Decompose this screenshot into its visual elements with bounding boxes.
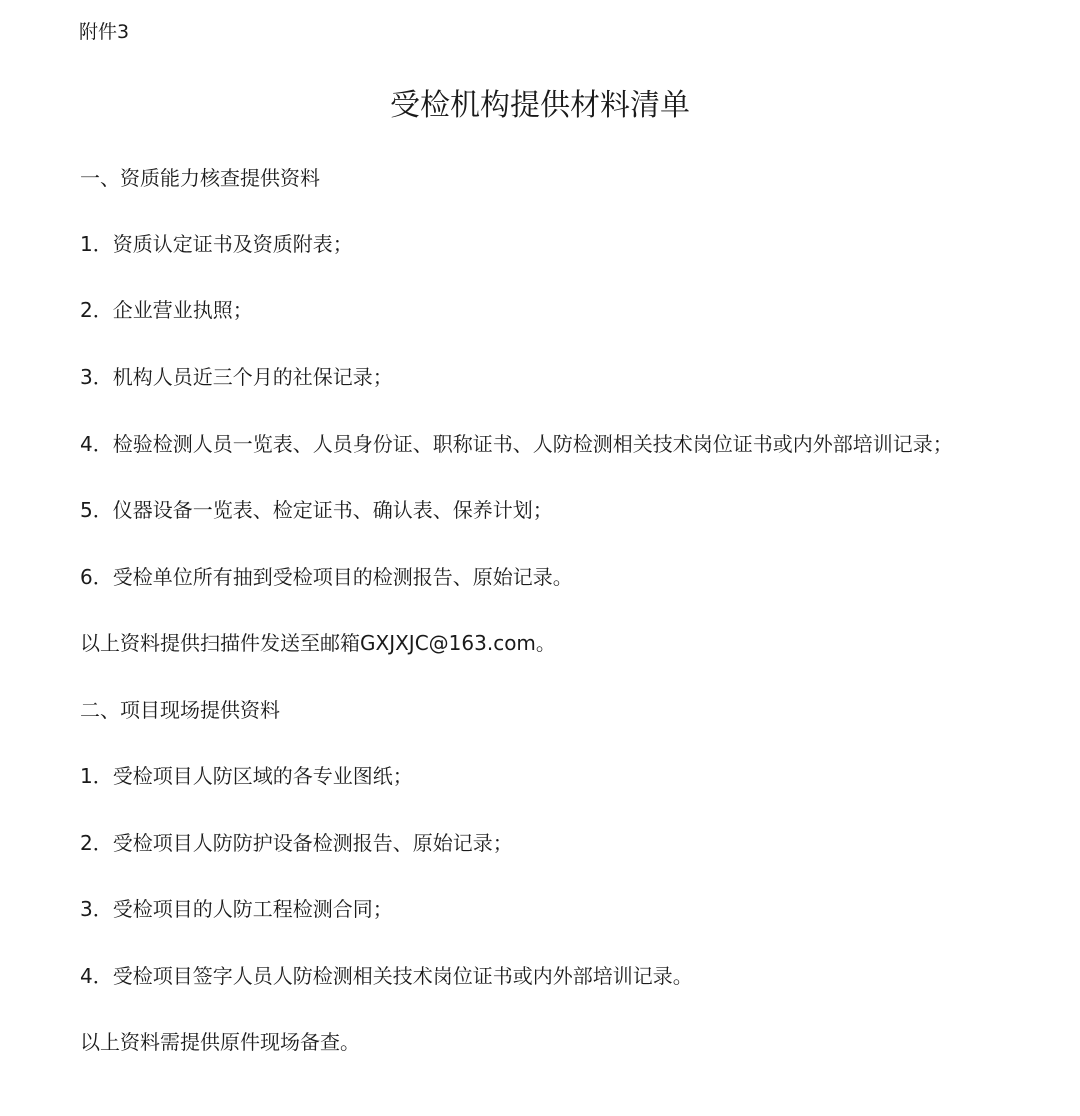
section2-note: 以上资料需提供原件现场备查。 [80, 1030, 360, 1054]
section1-item-2: 2．企业营业执照； [80, 298, 253, 322]
section2-item-1: 1．受检项目人防区域的各专业图纸； [80, 764, 413, 788]
section2-item-4: 4．受检项目签字人员人防检测相关技术岗位证书或内外部培训记录。 [80, 964, 693, 988]
section2-item-2: 2．受检项目人防防护设备检测报告、原始记录； [80, 831, 513, 855]
section1-heading: 一、资质能力核查提供资料 [80, 166, 320, 190]
section1-item-4: 4．检验检测人员一览表、人员身份证、职称证书、人防检测相关技术岗位证书或内外部培训记录； [80, 432, 953, 456]
section1-item-3: 3．机构人员近三个月的社保记录； [80, 365, 393, 389]
section2-heading: 二、项目现场提供资料 [80, 698, 280, 722]
section2-item-3: 3．受检项目的人防工程检测合同； [80, 897, 393, 921]
section1-item-5: 5．仪器设备一览表、检定证书、确认表、保养计划； [80, 498, 553, 522]
section1-item-1: 1．资质认定证书及资质附表； [80, 232, 353, 256]
document-title: 受检机构提供材料清单 [390, 88, 690, 123]
section1-note: 以上资料提供扫描件发送至邮箱GXJXJC@163.com。 [80, 631, 556, 655]
attachment-label: 附件3 [79, 21, 130, 43]
section1-item-6: 6．受检单位所有抽到受检项目的检测报告、原始记录。 [80, 565, 573, 589]
